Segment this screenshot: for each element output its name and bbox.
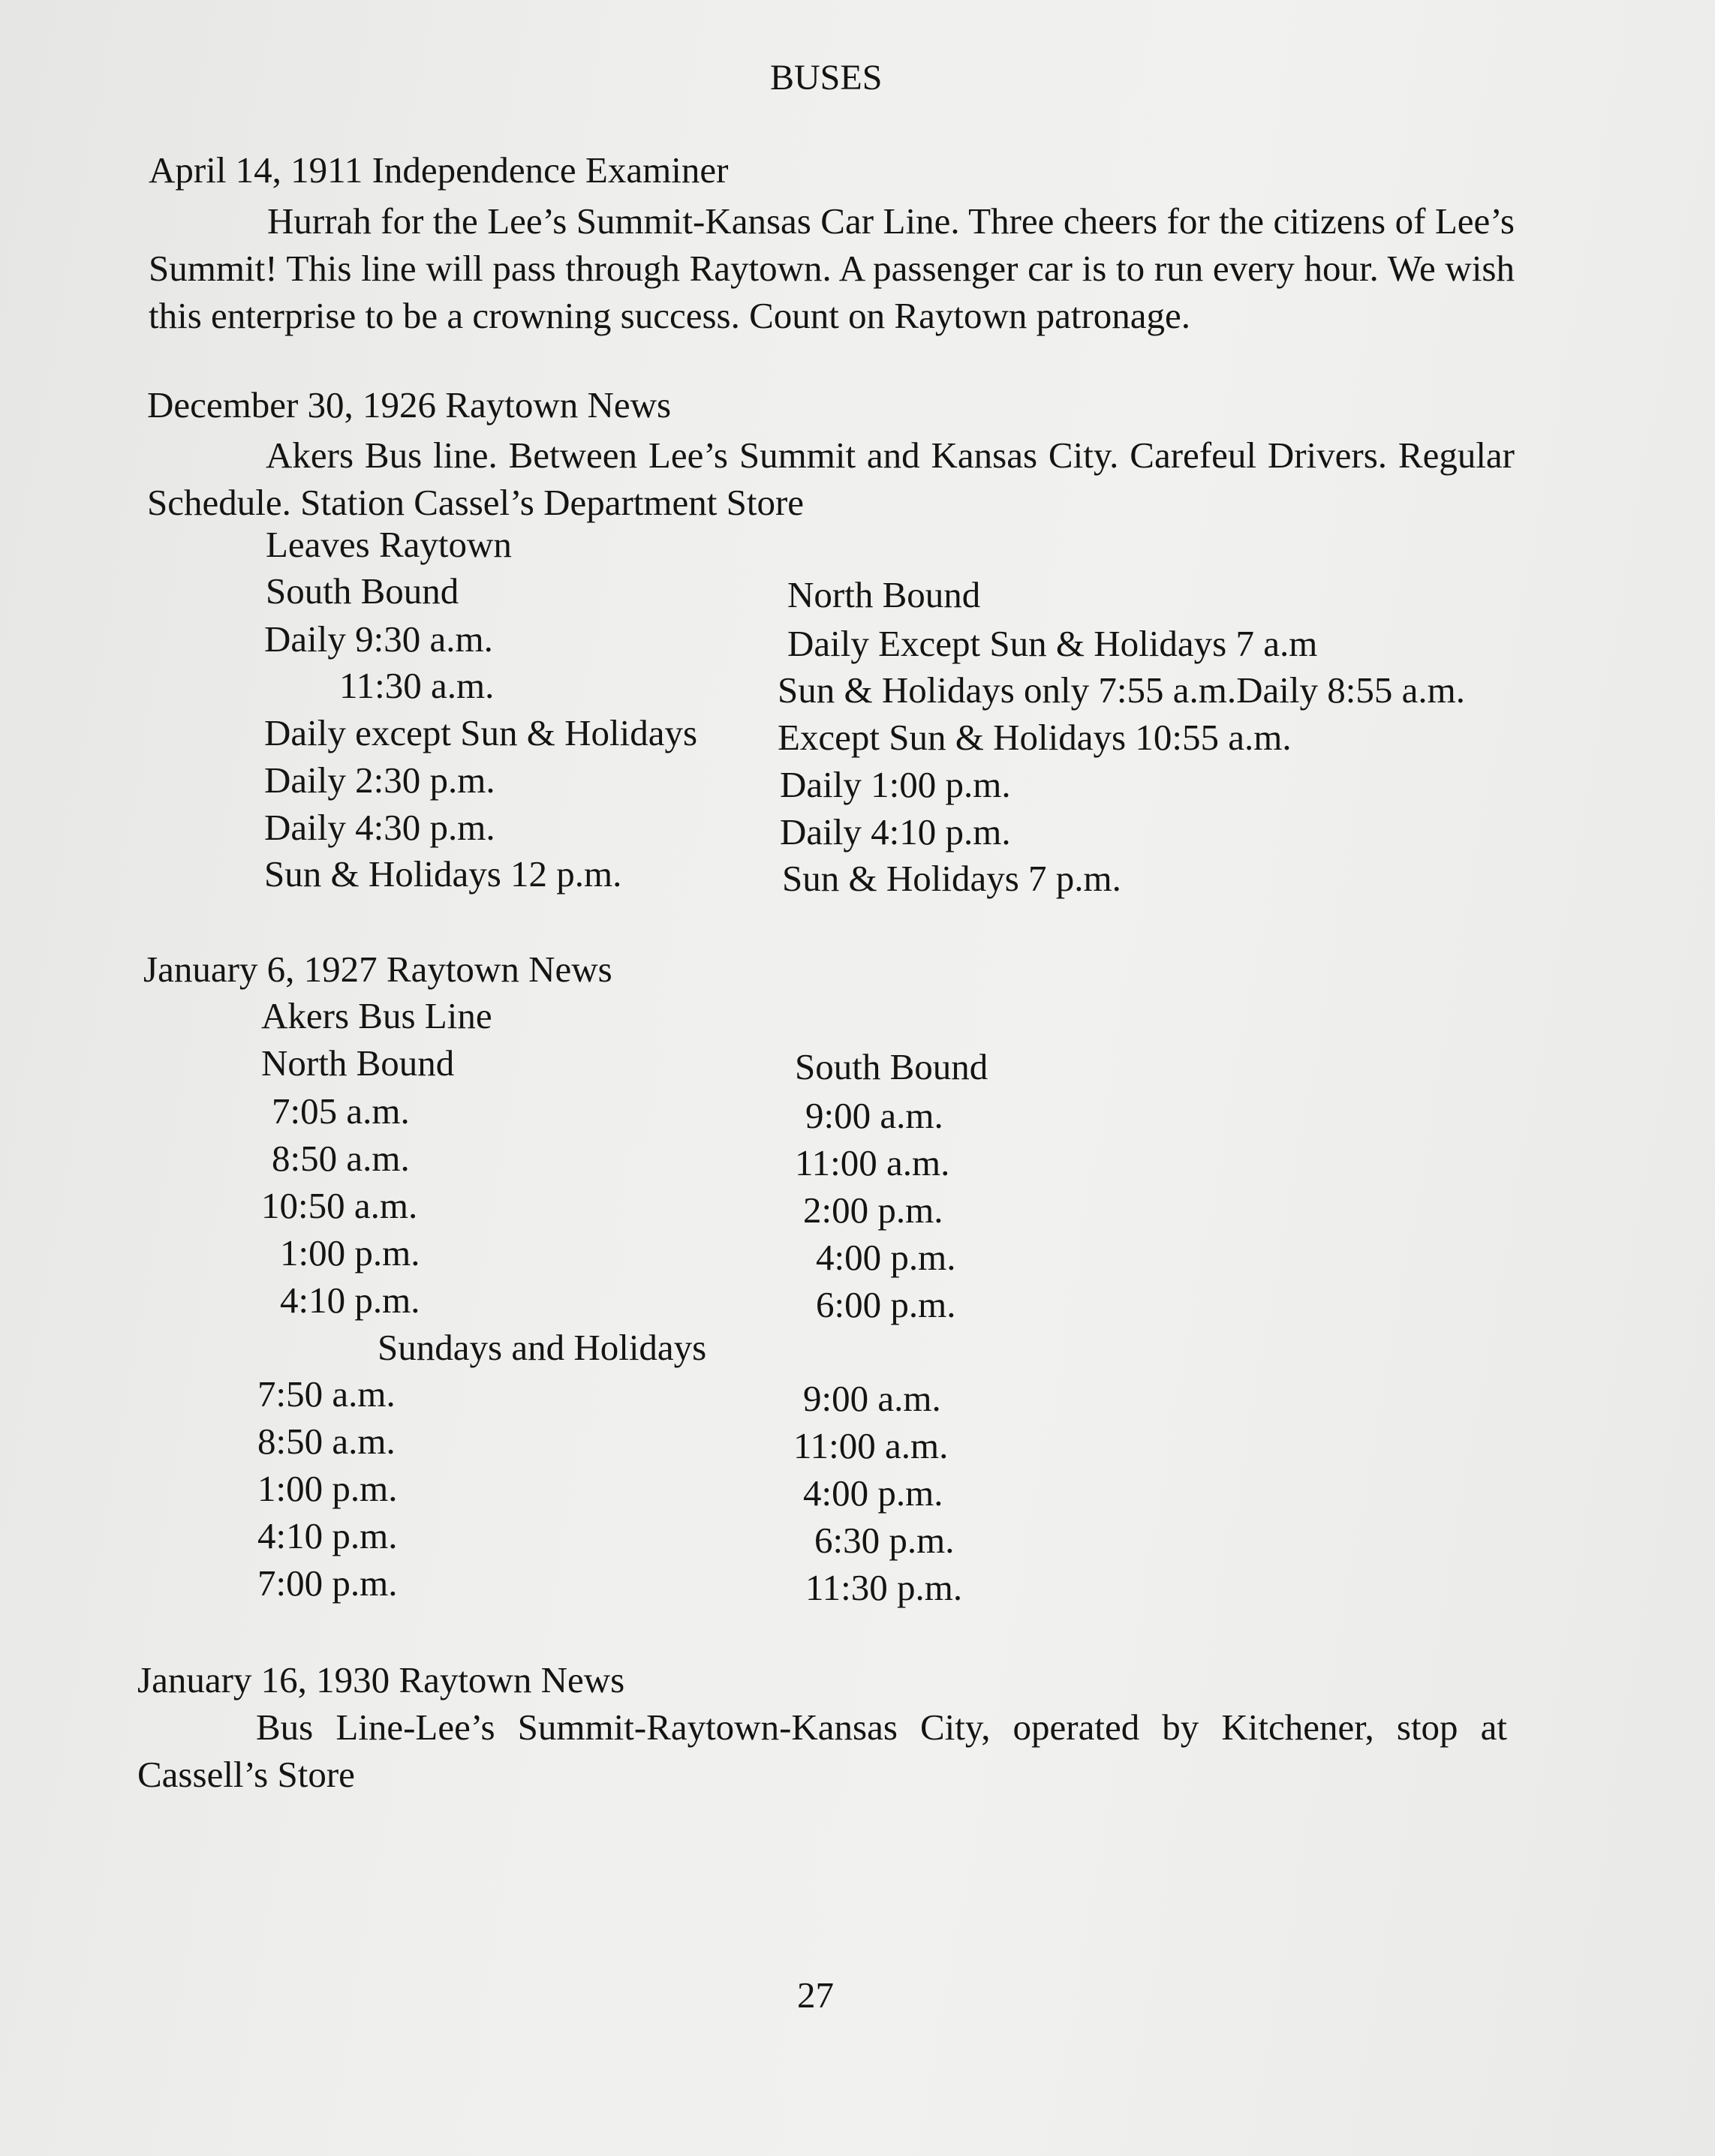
- time-cell: 7:50 a.m.: [257, 1373, 396, 1415]
- section-body-1911: Hurrah for the Lee’s Summit-Kansas Car Line. Three cheers for the citizens of Lee’s Summit! This line will pass through Raytown. A passenger car is to run every hour. We wish this enterprise to be a crowning success. Count on Raytown patronage.: [149, 200, 1515, 336]
- page-title: BUSES: [770, 58, 883, 98]
- north-bound-header: North Bound: [787, 574, 981, 615]
- schedule-cell: Daily 4:30 p.m.: [264, 807, 495, 848]
- time-cell: 1:00 p.m.: [280, 1232, 420, 1273]
- schedule-cell: 11:30 a.m.: [339, 665, 495, 706]
- section-body-1926: Akers Bus line. Between Lee’s Summit and Kansas City. Carefeul Drivers. Regular Schedule. Station Cassel’s Department Store: [147, 435, 1515, 523]
- time-cell: 1:00 p.m.: [257, 1468, 398, 1509]
- time-cell: 11:30 p.m.: [805, 1567, 963, 1608]
- time-cell: 2:00 p.m.: [803, 1189, 943, 1231]
- north-bound-header: North Bound: [261, 1042, 455, 1084]
- akers-bus-line-label: Akers Bus Line: [261, 995, 492, 1036]
- time-cell: 7:00 p.m.: [257, 1562, 398, 1604]
- time-cell: 9:00 a.m.: [803, 1378, 941, 1419]
- section-heading-1911: April 14, 1911 Independence Examiner: [149, 149, 729, 191]
- schedule-cell: Sun & Holidays 12 p.m.: [264, 853, 622, 895]
- schedule-cell: Sun & Holidays only 7:55 a.m.Daily 8:55 a.m.: [778, 669, 1465, 711]
- section-heading-1927: January 6, 1927 Raytown News: [143, 949, 612, 990]
- sundays-holidays-label: Sundays and Holidays: [378, 1327, 707, 1368]
- south-bound-header: South Bound: [266, 570, 459, 612]
- schedule-cell: Sun & Holidays 7 p.m.: [782, 858, 1121, 899]
- schedule-cell: Except Sun & Holidays 10:55 a.m.: [778, 717, 1292, 758]
- time-cell: 10:50 a.m.: [261, 1185, 418, 1226]
- time-cell: 11:00 a.m.: [795, 1142, 950, 1183]
- time-cell: 4:00 p.m.: [803, 1472, 943, 1514]
- schedule-cell: Daily 4:10 p.m.: [780, 811, 1011, 852]
- time-cell: 8:50 a.m.: [257, 1421, 396, 1462]
- time-cell: 7:05 a.m.: [272, 1090, 410, 1132]
- schedule-cell: Daily 1:00 p.m.: [780, 764, 1011, 805]
- time-cell: 8:50 a.m.: [272, 1138, 410, 1179]
- section-body-1930: Bus Line-Lee’s Summit-Raytown-Kansas City, operated by Kitchener, stop at Cassell’s Store: [137, 1706, 1507, 1795]
- time-cell: 6:30 p.m.: [814, 1520, 955, 1561]
- schedule-cell: Daily 2:30 p.m.: [264, 759, 495, 801]
- time-cell: 4:10 p.m.: [280, 1279, 420, 1321]
- schedule-cell: Daily except Sun & Holidays: [264, 712, 698, 753]
- time-cell: 6:00 p.m.: [816, 1284, 956, 1325]
- page-number: 27: [797, 1974, 834, 2016]
- section-heading-1930: January 16, 1930 Raytown News: [137, 1659, 625, 1700]
- time-cell: 9:00 a.m.: [805, 1095, 943, 1136]
- schedule-cell: Daily Except Sun & Holidays 7 a.m: [787, 623, 1318, 664]
- schedule-cell: Daily 9:30 a.m.: [264, 618, 493, 660]
- leaves-raytown-label: Leaves Raytown: [266, 524, 512, 565]
- section-heading-1926: December 30, 1926 Raytown News: [147, 384, 672, 425]
- time-cell: 4:00 p.m.: [816, 1237, 956, 1278]
- time-cell: 4:10 p.m.: [257, 1515, 398, 1556]
- time-cell: 11:00 a.m.: [793, 1425, 949, 1466]
- south-bound-header: South Bound: [795, 1046, 988, 1087]
